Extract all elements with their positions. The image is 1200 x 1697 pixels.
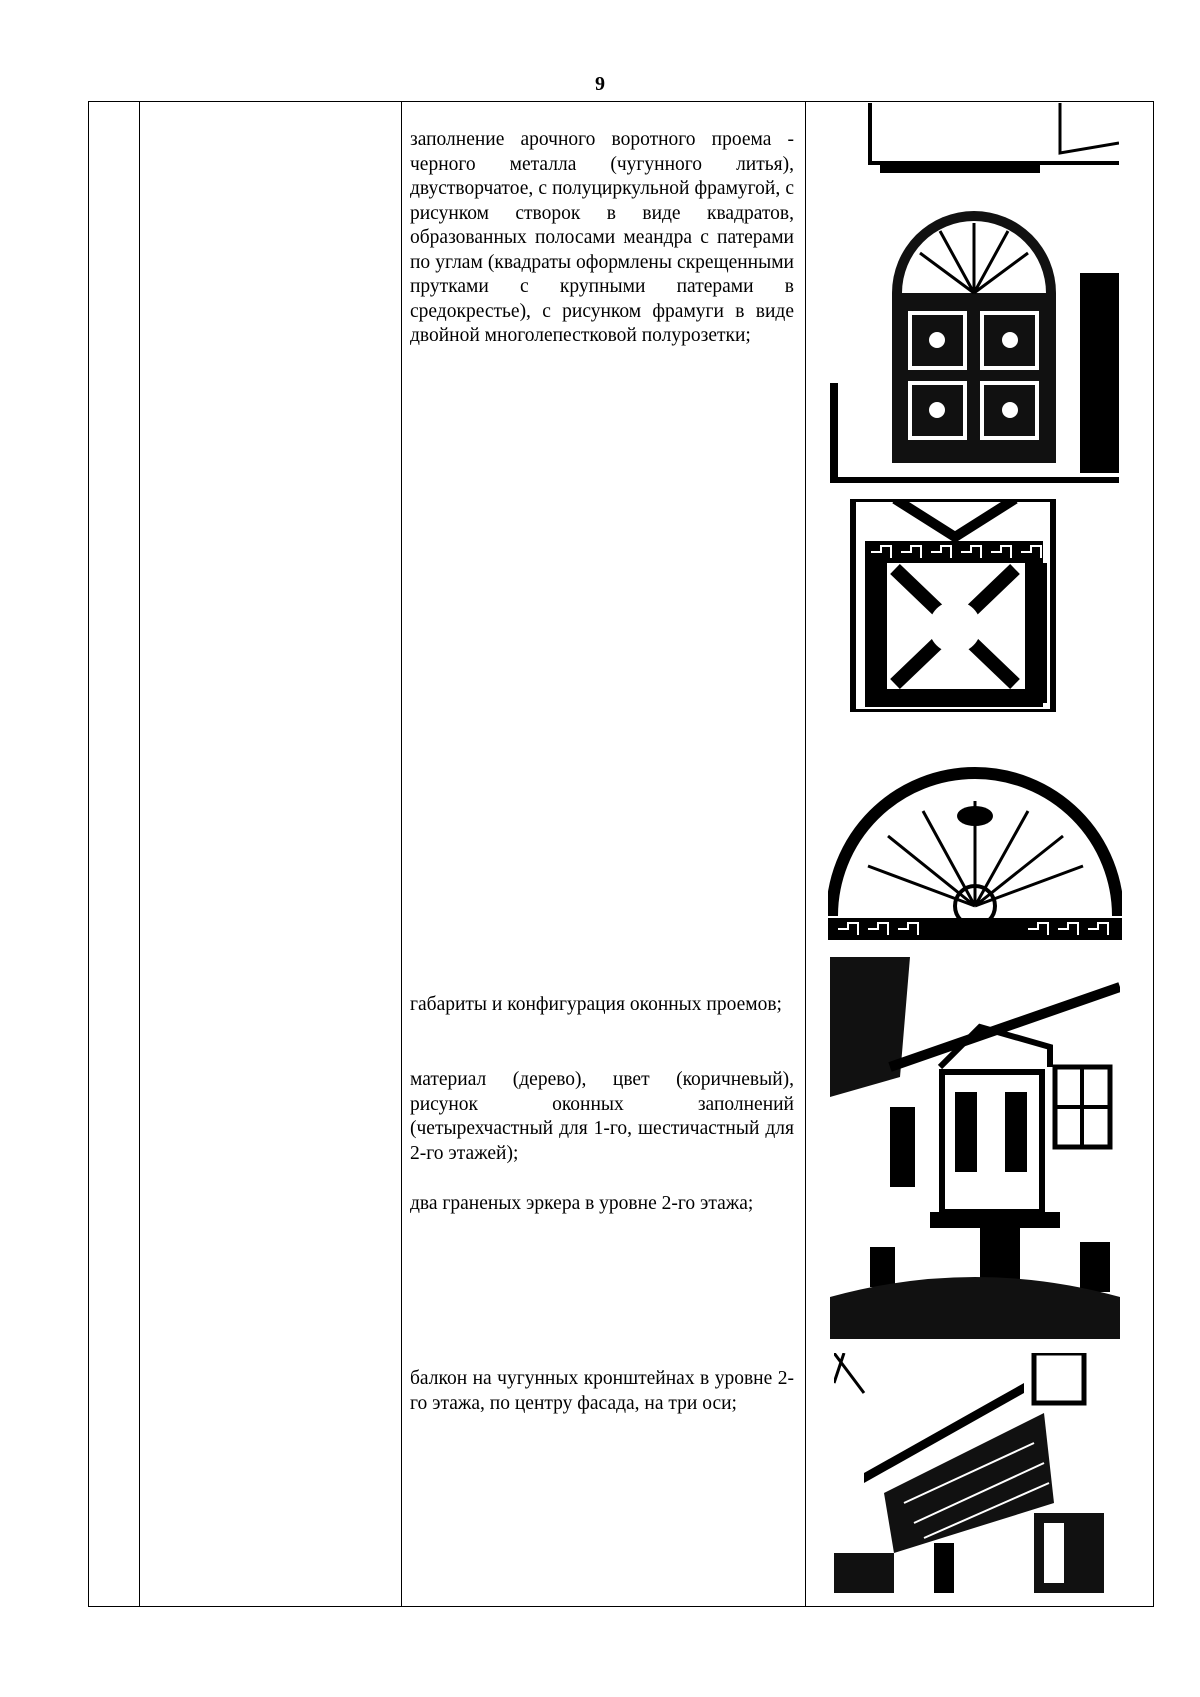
column-divider — [401, 102, 402, 1606]
balcony-description: балкон на чугунных кронштейнах в уровне 2-го этажа, по центру фасада, на три оси; — [410, 1368, 794, 1414]
gate-meander-detail-photo — [835, 499, 1069, 712]
window-fill-description: материал (дерево), цвет (коричневый), рисунок оконных заполнений (четырехчастный для 1-го, шестичастный для 2-го этажей); — [410, 1069, 794, 1164]
column-divider — [805, 102, 806, 1606]
transom-rosette-photo — [828, 756, 1122, 946]
arched-gate-photo — [830, 103, 1119, 483]
page-number: 9 — [595, 73, 605, 95]
balcony-photo — [834, 1353, 1114, 1593]
bay-windows-description: два граненых эркера в уровне 2-го этажа; — [410, 1193, 754, 1214]
facade-bay-windows-photo — [830, 957, 1120, 1339]
column-divider — [139, 102, 140, 1606]
gate-fill-description: заполнение арочного воротного проема - черного металла (чугунного литья), двустворчатое, с полуциркульной фрамугой, с рисунком створок в виде квадратов, образованных полосами меандра с патерами по углам (квадраты оформлены скрещенными прутками с крупными патерами в средокрестье), с рисунком фрамуги в виде двойной многолепестковой полурозетки; — [410, 129, 794, 346]
window-openings-description: габариты и конфигурация оконных проемов; — [410, 994, 782, 1015]
